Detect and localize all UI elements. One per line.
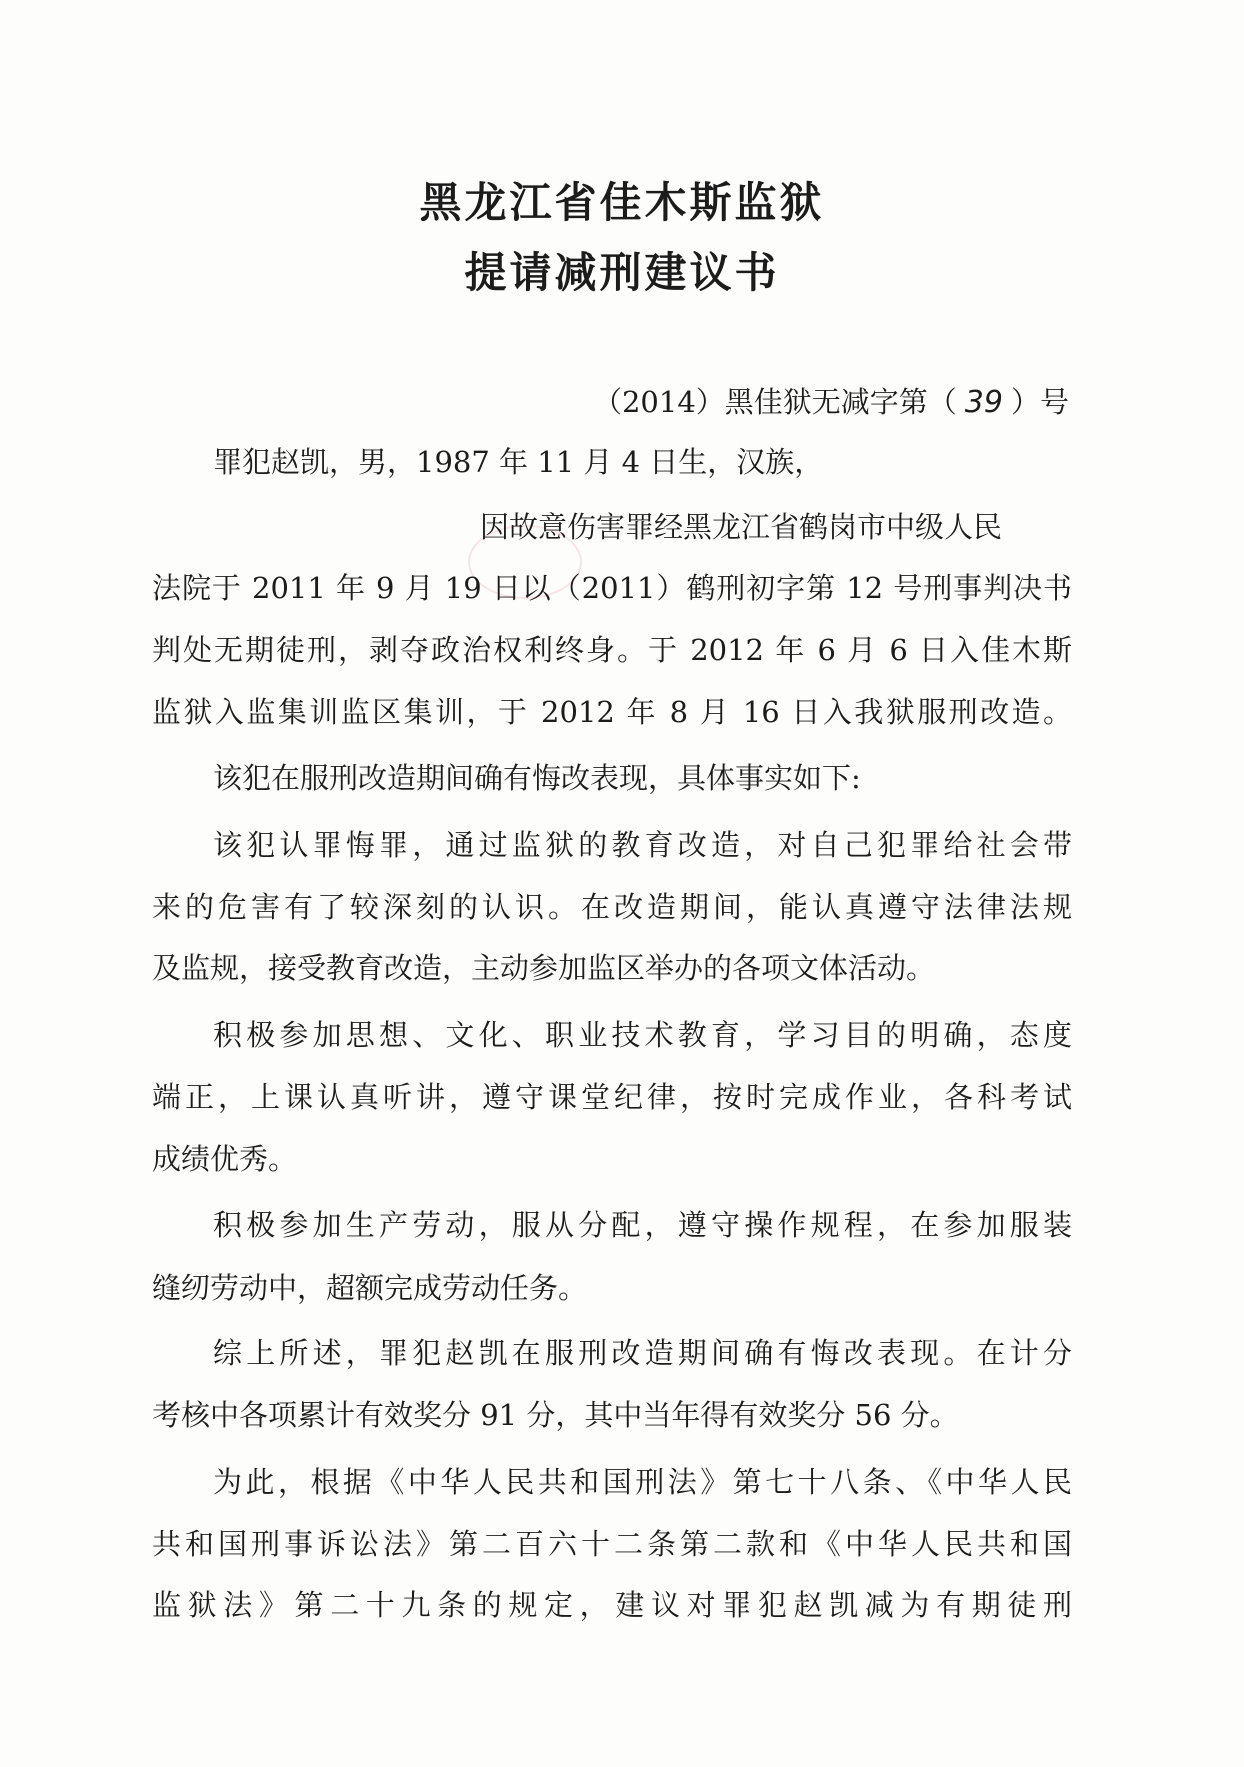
document-title-line1: 黑龙江省佳木斯监狱 (419, 178, 825, 227)
body-line: 积极参加生产劳动，服从分配，遵守操作规程，在参加服装 (213, 1208, 1072, 1242)
body-line: 罪犯赵凯，男，1987 年 11 月 4 日生，汉族， (213, 445, 824, 479)
body-line: 综上所述，罪犯赵凯在服刑改造期间确有悔改表现。在计分 (213, 1336, 1072, 1370)
body-line: 判处无期徒刑，剥夺政治权利终身。于 2012 年 6 月 6 日入佳木斯 (152, 633, 1072, 667)
document-title-line2: 提请减刑建议书 (464, 248, 780, 297)
body-line: 及监规，接受教育改造，主动参加监区举办的各项文体活动。 (152, 951, 936, 985)
body-line: 因故意伤害罪经黑龙江省鹤岗市中级人民 (480, 510, 1003, 544)
body-line: 法院于 2011 年 9 月 19 日以（2011）鹤刑初字第 12 号刑事判决书 (152, 571, 1072, 605)
body-line: 积极参加思想、文化、职业技术教育，学习目的明确，态度 (213, 1018, 1072, 1052)
document-number (593, 382, 1069, 423)
body-line: 考核中各项累计有效奖分 91 分，其中当年得有效奖分 56 分。 (152, 1398, 959, 1432)
body-line: 端正，上课认真听讲，遵守课堂纪律，按时完成作业，各科考试 (152, 1080, 1072, 1114)
body-line: 共和国刑事诉讼法》第二百六十二条第二款和《中华人民共和国 (152, 1527, 1072, 1561)
body-line: 该犯在服刑改造期间确有悔改表现，具体事实如下: (213, 761, 861, 795)
body-line: 监狱入监集训监区集训，于 2012 年 8 月 16 日入我狱服刑改造。 (152, 695, 1072, 729)
body-line: 缝纫劳动中，超额完成劳动任务。 (152, 1271, 588, 1305)
document-number-handwritten: 39 (964, 385, 1003, 420)
body-line: 来的危害有了较深刻的认识。在改造期间，能认真遵守法律法规 (152, 890, 1072, 924)
body-line: 监狱法》第二十九条的规定，建议对罪犯赵凯减为有期徒刑 (152, 1588, 1072, 1622)
document-number-suffix: ）号 (1010, 385, 1069, 419)
body-line: 该犯认罪悔罪，通过监狱的教育改造，对自己犯罪给社会带 (213, 828, 1072, 862)
document-number-prefix: （2014）黑佳狱无减字第（ (592, 385, 957, 419)
body-line: 为此，根据《中华人民共和国刑法》第七十八条、《中华人民 (213, 1465, 1072, 1499)
body-line: 成绩优秀。 (152, 1142, 298, 1176)
